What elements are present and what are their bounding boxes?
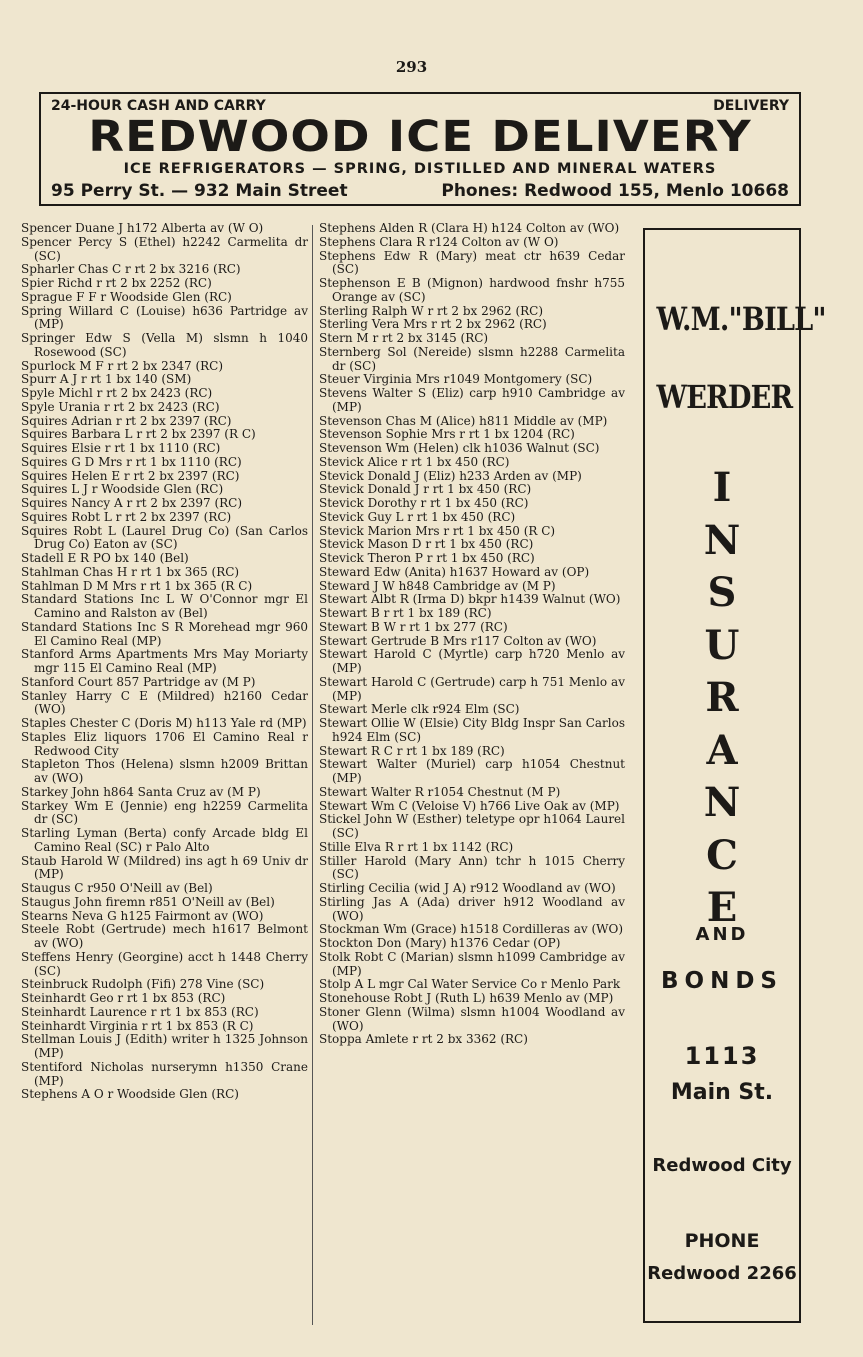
- directory-entry: Stolk Robt C (Marian) slsmn h1099 Cambridge av (MP): [319, 949, 625, 978]
- directory-entry: Squires G D Mrs r rt 1 bx 1110 (RC): [21, 454, 242, 469]
- insurance-letter: C: [706, 831, 738, 879]
- side-ad-phone-label: PHONE: [684, 1230, 760, 1252]
- directory-entry: Stevick Dorothy r rt 1 bx 450 (RC): [319, 496, 529, 510]
- directory-entry: Stewart B r rt 1 bx 189 (RC): [319, 606, 492, 620]
- ad-subline: ICE REFRIGERATORS — SPRING, DISTILLED AND MINERAL WATERS: [123, 161, 717, 177]
- directory-entry: Stoppa Amlete r rt 2 bx 3362 (RC): [319, 1032, 528, 1047]
- directory-entry: Starkey Wm E (Jennie) eng h2259 Carmelita dr (SC): [21, 798, 308, 827]
- directory-entry: Stewart Ollie W (Elsie) City Bldg Inspr San Carlos h924 Elm (SC): [319, 716, 625, 744]
- directory-entry: Stewart Walter R r1054 Chestnut (M P): [319, 784, 561, 799]
- directory-entry: Starling Lyman (Berta) confy Arcade bldg El Camino Real (SC) r Palo Alto: [21, 826, 308, 854]
- directory-entry: Stearns Neva G h125 Fairmont av (WO): [21, 908, 264, 923]
- directory-entry: Steward Edw (Anita) h1637 Howard av (OP): [319, 564, 590, 579]
- directory-entry: Steinhardt Virginia r rt 1 bx 853 (R C): [21, 1018, 254, 1033]
- directory-entry: Stewart B W r rt 1 bx 277 (RC): [319, 619, 508, 634]
- directory-entry: Stern M r rt 2 bx 3145 (RC): [319, 331, 489, 345]
- directory-entry: Sternberg Sol (Nereide) slsmn h2288 Carmelita dr (SC): [319, 344, 625, 373]
- werder-insurance-advertisement: [643, 228, 826, 1323]
- ad-top-left-text: 24-HOUR CASH AND CARRY: [51, 98, 266, 114]
- side-ad-name-line2: WERDER: [656, 378, 793, 416]
- directory-entry: Steward J W h848 Cambridge av (M P): [319, 578, 556, 593]
- directory-entry: Steffens Henry (Georgine) acct h 1448 Cherry (SC): [21, 949, 308, 978]
- directory-entry: Stockton Don (Mary) h1376 Cedar (OP): [319, 936, 561, 950]
- page-number: 293: [395, 58, 428, 76]
- directory-entry: Stewart R C r rt 1 bx 189 (RC): [319, 743, 505, 758]
- directory-entry: Stirling Jas A (Ada) driver h912 Woodland av (WO): [319, 894, 625, 923]
- side-ad-street-number: 1113: [684, 1042, 760, 1070]
- directory-entry: Stanley Harry C E (Mildred) h2160 Cedar (WO): [21, 688, 308, 717]
- directory-entry: Stewart Gertrude B Mrs r117 Colton av (WO): [319, 633, 597, 648]
- insurance-letter: E: [706, 884, 738, 931]
- directory-entry: Squires Robt L (Laurel Drug Co) (San Carlos Drug Co) Eaton av (SC): [21, 523, 308, 552]
- directory-entry: Stevenson Sophie Mrs r rt 1 bx 1204 (RC): [319, 427, 575, 442]
- directory-entry: Squires Helen E r rt 2 bx 2397 (RC): [21, 468, 240, 483]
- directory-entry: Stahlman Chas H r rt 1 bx 365 (RC): [21, 564, 240, 579]
- directory-entry: Spencer Duane J h172 Alberta av (W O): [21, 221, 264, 235]
- directory-entry: Stewart Harold C (Myrtle) carp h720 Menlo av (MP): [319, 647, 625, 675]
- directory-entry: Stickel John W (Esther) teletype opr h1064 Laurel (SC): [319, 812, 625, 840]
- directory-entry: Stockman Wm (Grace) h1518 Cordilleras av (WO): [319, 922, 624, 937]
- directory-entry: Stevens Walter S (Eliz) carp h910 Cambridge av (MP): [319, 386, 625, 414]
- directory-entry: Stirling Cecilia (wid J A) r912 Woodland av (WO): [319, 881, 616, 895]
- directory-entry: Staples Chester C (Doris M) h113 Yale rd (MP): [21, 716, 307, 730]
- directory-entry: Stevick Marion Mrs r rt 1 bx 450 (R C): [319, 523, 556, 538]
- directory-entry: Staub Harold W (Mildred) ins agt h 69 Univ dr (MP): [21, 853, 308, 882]
- side-ad-name-line1: W.M."BILL": [656, 300, 826, 338]
- directory-entry: Staples Eliz liquors 1706 El Camino Real r Redwood City: [21, 729, 308, 758]
- column-divider: [312, 225, 313, 1325]
- directory-entry: Stiller Harold (Mary Ann) tchr h 1015 Cherry (SC): [319, 853, 625, 882]
- directory-entry: Stevick Donald J r rt 1 bx 450 (RC): [319, 482, 532, 497]
- ad-address: 95 Perry St. — 932 Main Street: [51, 181, 348, 201]
- directory-entry: Stevick Theron P r rt 1 bx 450 (RC): [319, 551, 535, 565]
- directory-entry: Squires Robt L r rt 2 bx 2397 (RC): [21, 509, 232, 524]
- directory-entry: Stephens Clara R r124 Colton av (W O): [319, 234, 559, 249]
- directory-entry: Stephens Alden R (Clara H) h124 Colton av (WO): [319, 221, 620, 235]
- directory-entry: Sterling Ralph W r rt 2 bx 2962 (RC): [319, 303, 544, 318]
- redwood-ice-advertisement: [39, 92, 801, 206]
- directory-entry: Squires Adrian r rt 2 bx 2397 (RC): [21, 413, 232, 428]
- directory-entry: Stevick Alice r rt 1 bx 450 (RC): [319, 454, 510, 469]
- insurance-letter: S: [707, 569, 737, 616]
- directory-entry: Squires Barbara L r rt 2 bx 2397 (R C): [21, 427, 256, 442]
- directory-entry: Stadell E R PO bx 140 (Bel): [21, 551, 189, 565]
- directory-entry: Squires L J r Woodside Glen (RC): [21, 482, 224, 497]
- directory-entry: Steinhardt Laurence r rt 1 bx 853 (RC): [21, 1004, 259, 1019]
- directory-entry: Staugus C r950 O'Neill av (Bel): [21, 881, 213, 895]
- directory-entry: Stevick Donald J (Eliz) h233 Arden av (MP): [319, 468, 582, 483]
- directory-entry: Spharler Chas C r rt 2 bx 3216 (RC): [21, 262, 241, 277]
- directory-entry: Staugus John firemn r851 O'Neill av (Bel): [21, 894, 275, 909]
- insurance-letter: N: [703, 516, 741, 564]
- directory-entry: Stahlman D M Mrs r rt 1 bx 365 (R C): [21, 578, 253, 593]
- side-ad-street: Main St.: [670, 1080, 774, 1105]
- insurance-letter: A: [706, 726, 738, 774]
- insurance-letter: R: [705, 674, 739, 721]
- side-ad-city: Redwood City: [652, 1155, 792, 1176]
- directory-entry: Springer Edw S (Vella M) slsmn h 1040 Rosewood (SC): [21, 331, 308, 359]
- side-ad-and: AND: [695, 924, 749, 945]
- directory-entry: Stentiford Nicholas nurserymn h1350 Crane (MP): [21, 1059, 308, 1088]
- directory-entry: Spyle Michl r rt 2 bx 2423 (RC): [21, 386, 213, 400]
- directory-entry: Spyle Urania r rt 2 bx 2423 (RC): [21, 399, 220, 414]
- directory-entry: Steinhardt Geo r rt 1 bx 853 (RC): [21, 991, 226, 1005]
- directory-column-left: [21, 222, 308, 1102]
- directory-entry: Stonehouse Robt J (Ruth L) h639 Menlo av (MP): [319, 991, 614, 1005]
- directory-entry: Spurr A J r rt 1 bx 140 (SM): [21, 372, 192, 387]
- ad-phones: Phones: Redwood 155, Menlo 10668: [441, 181, 789, 201]
- side-ad-insurance-letters: [645, 462, 799, 935]
- directory-entry: Starkey John h864 Santa Cruz av (M P): [21, 784, 261, 799]
- insurance-letter: I: [712, 464, 732, 511]
- directory-entry: Spring Willard C (Louise) h636 Partridge av (MP): [21, 303, 308, 332]
- directory-entry: Stewart Merle clk r924 Elm (SC): [319, 702, 520, 717]
- directory-entry: Stellman Louis J (Edith) writer h 1325 Johnson (MP): [21, 1032, 308, 1060]
- directory-entry: Stephens A O r Woodside Glen (RC): [21, 1087, 239, 1102]
- directory-column-middle: [319, 222, 625, 1047]
- directory-entry: Spier Richd r rt 2 bx 2252 (RC): [21, 276, 212, 290]
- insurance-letter: N: [703, 779, 741, 826]
- directory-entry: Stewart Harold C (Gertrude) carp h 751 Menlo av (MP): [319, 674, 625, 703]
- ad-headline: REDWOOD ICE DELIVERY: [88, 112, 752, 162]
- directory-entry: Stevenson Wm (Helen) clk h1036 Walnut (SC): [319, 441, 600, 455]
- directory-entry: Sterling Vera Mrs r rt 2 bx 2962 (RC): [319, 317, 547, 332]
- directory-entry: Stoner Glenn (Wilma) slsmn h1004 Woodland av (WO): [319, 1004, 625, 1033]
- directory-entry: Stevick Mason D r rt 1 bx 450 (RC): [319, 537, 534, 552]
- directory-entry: Stille Elva R r rt 1 bx 1142 (RC): [319, 839, 514, 854]
- directory-entry: Stapleton Thos (Helena) slsmn h2009 Brittan av (WO): [21, 757, 308, 785]
- directory-entry: Sprague F F r Woodside Glen (RC): [21, 289, 232, 304]
- directory-entry: Stewart Albt R (Irma D) bkpr h1439 Walnut (WO): [319, 592, 621, 607]
- ad-top-right-text: DELIVERY: [713, 98, 789, 114]
- directory-entry: Spurlock M F r rt 2 bx 2347 (RC): [21, 358, 224, 373]
- directory-entry: Spencer Percy S (Ethel) h2242 Carmelita dr (SC): [21, 234, 308, 263]
- directory-entry: Stewart Walter (Muriel) carp h1054 Chestnut (MP): [319, 757, 625, 785]
- directory-entry: Stewart Wm C (Veloise V) h766 Live Oak av (MP): [319, 798, 620, 813]
- directory-entry: Squires Elsie r rt 1 bx 1110 (RC): [21, 441, 221, 455]
- directory-entry: Steele Robt (Gertrude) mech h1617 Belmont av (WO): [21, 922, 308, 950]
- directory-entry: Stanford Arms Apartments Mrs May Moriarty mgr 115 El Camino Real (MP): [21, 647, 308, 675]
- directory-entry: Stevenson Chas M (Alice) h811 Middle av (MP): [319, 413, 608, 428]
- directory-entry: Squires Nancy A r rt 2 bx 2397 (RC): [21, 496, 243, 510]
- directory-entry: Stephenson E B (Mignon) hardwood fnshr h755 Orange av (SC): [319, 276, 625, 304]
- directory-entry: Stanford Court 857 Partridge av (M P): [21, 674, 256, 689]
- directory-entry: Steuer Virginia Mrs r1049 Montgomery (SC): [319, 372, 593, 387]
- directory-entry: Standard Stations Inc L W O'Connor mgr El Camino and Ralston av (Bel): [21, 592, 308, 620]
- insurance-letter: U: [704, 621, 740, 669]
- directory-entry: Stevick Guy L r rt 1 bx 450 (RC): [319, 509, 516, 524]
- side-ad-bonds: BONDS: [661, 968, 783, 994]
- directory-entry: Stolp A L mgr Cal Water Service Co r Menlo Park: [319, 977, 621, 992]
- directory-entry: Stephens Edw R (Mary) meat ctr h639 Cedar (SC): [319, 248, 625, 277]
- directory-entry: Standard Stations Inc S R Morehead mgr 960 El Camino Real (MP): [21, 619, 308, 648]
- directory-entry: Steinbruck Rudolph (Fifi) 278 Vine (SC): [21, 977, 265, 992]
- side-ad-phone-number: Redwood 2266: [647, 1263, 797, 1284]
